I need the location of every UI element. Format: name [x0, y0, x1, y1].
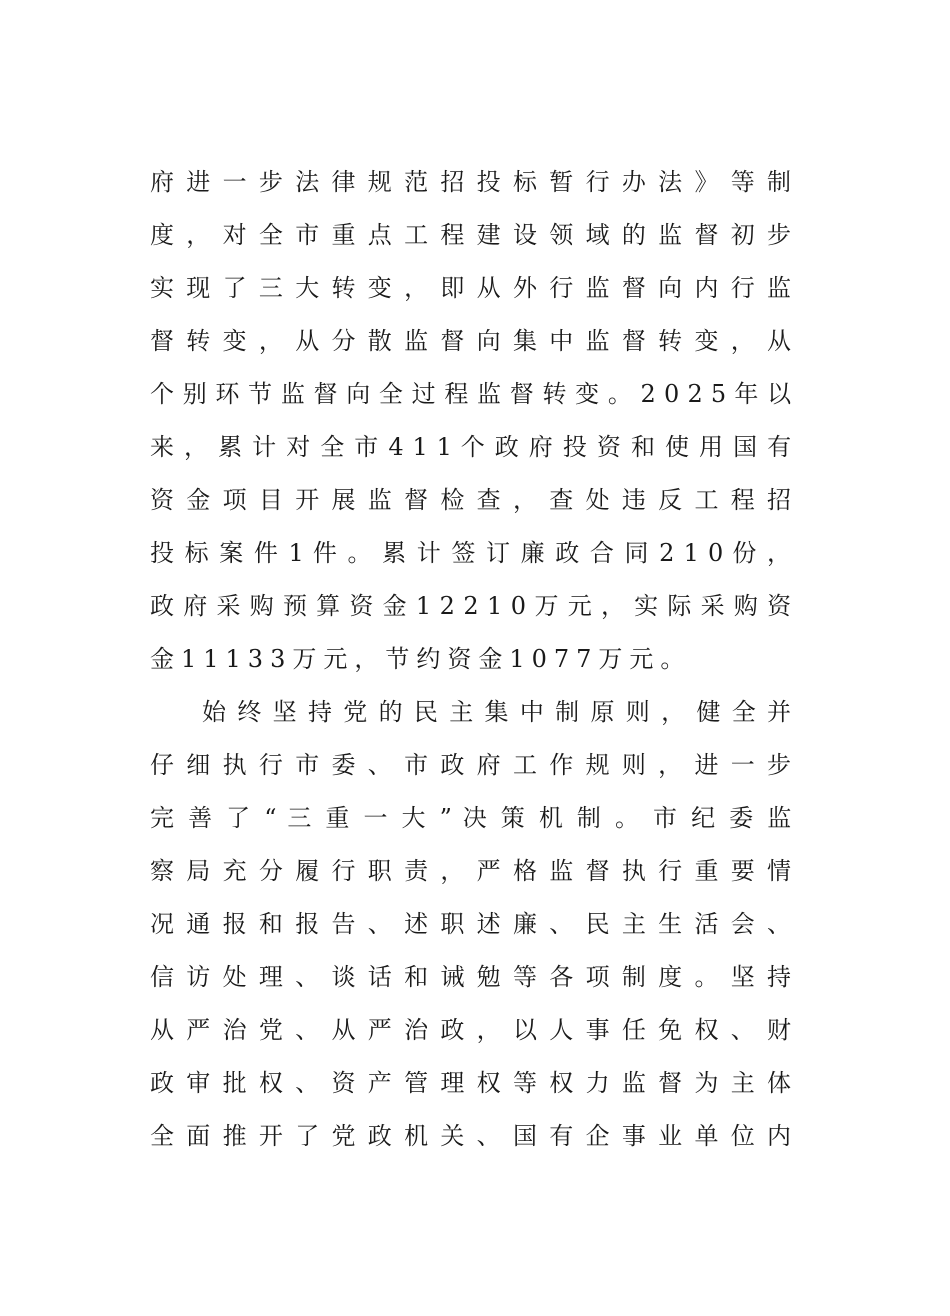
text-line: 度 ， 对 全 市 重 点 工 程 建 设 领 域 的 监 督 初 步 [150, 221, 791, 249]
text-line: 实 现 了 三 大 转 变 ， 即 从 外 行 监 督 向 内 行 监 [150, 274, 791, 302]
text-line: 信 访 处 理 、 谈 话 和 诫 勉 等 各 项 制 度 。 坚 持 [150, 963, 791, 991]
text-line: 资 金 项 目 开 展 监 督 检 查 ， 查 处 违 反 工 程 招 [150, 486, 791, 514]
text-line: 个 别 环 节 监 督 向 全 过 程 监 督 转 变 。 2 0 2 5 年 以 [150, 380, 791, 408]
body-text [150, 156, 791, 1163]
text-line: 政 府 采 购 预 算 资 金 1 2 2 1 0 万 元 ， 实 际 采 购 资 [150, 592, 791, 620]
paragraph-start-line: 始 终 坚 持 党 的 民 主 集 中 制 原 则 ， 健 全 并 [202, 698, 791, 726]
text-line: 仔 细 执 行 市 委 、 市 政 府 工 作 规 则 ， 进 一 步 [150, 751, 791, 779]
text-line: 府 进 一 步 法 律 规 范 招 投 标 暂 行 办 法 》 等 制 [150, 168, 791, 196]
text-line: 况 通 报 和 报 告 、 述 职 述 廉 、 民 主 生 活 会 、 [150, 910, 791, 938]
text-line: 督 转 变 ， 从 分 散 监 督 向 集 中 监 督 转 变 ， 从 [150, 327, 791, 355]
paragraph-end-line: 金11133万元，节约资金1077万元。 [150, 645, 692, 673]
text-line: 完 善 了 “ 三 重 一 大 ” 决 策 机 制 。 市 纪 委 监 [150, 804, 791, 832]
text-line: 从 严 治 党 、 从 严 治 政 ， 以 人 事 任 免 权 、 财 [150, 1016, 791, 1044]
text-line: 察 局 充 分 履 行 职 责 ， 严 格 监 督 执 行 重 要 情 [150, 857, 791, 885]
text-line: 投 标 案 件 1 件 。 累 计 签 订 廉 政 合 同 2 1 0 份 ， [150, 539, 791, 567]
text-line: 来 ， 累 计 对 全 市 4 1 1 个 政 府 投 资 和 使 用 国 有 [150, 433, 791, 461]
text-line: 政 审 批 权 、 资 产 管 理 权 等 权 力 监 督 为 主 体 [150, 1069, 791, 1097]
text-line: 全 面 推 开 了 党 政 机 关 、 国 有 企 事 业 单 位 内 [150, 1122, 791, 1150]
